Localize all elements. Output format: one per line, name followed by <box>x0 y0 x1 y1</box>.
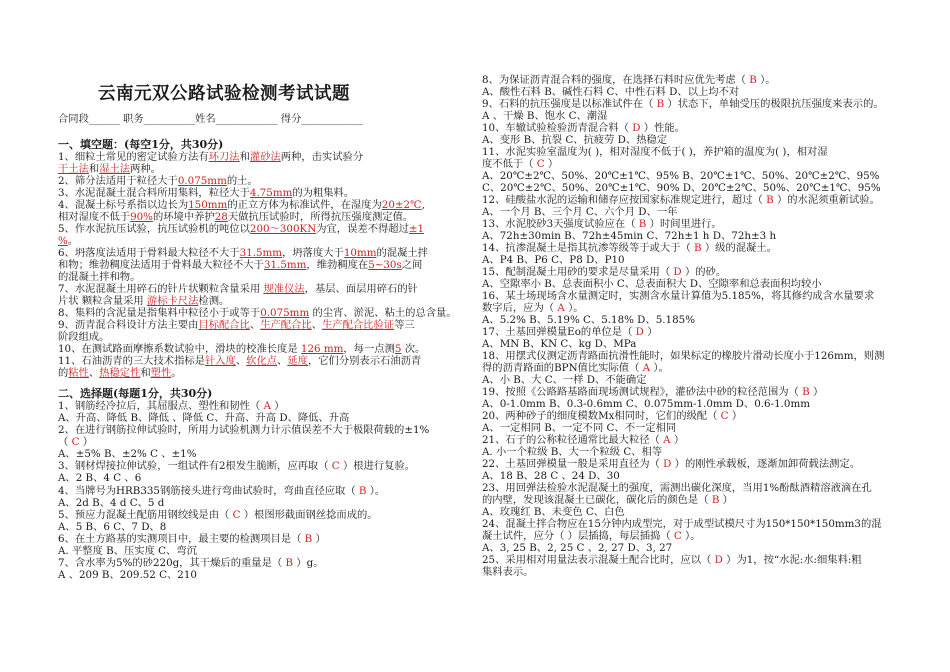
question-text: ）时间里进行。 <box>646 218 722 230</box>
question-text: 16、某土场现场含水量测定时，实测含水量计算值为5.185%，将其修约成含水量要求 <box>482 290 875 302</box>
question-text: 相对湿度不低于 <box>58 211 131 223</box>
question-text: 25、采用相对用量法表示混凝土配合比时，应以（ <box>482 554 715 566</box>
answer-choice: B <box>638 218 647 230</box>
section-heading: 一、填空题：(每空1分，共30分) <box>58 138 224 151</box>
question-text: 10、在测试路面摩擦系数试验中，滑块的校准长度是 <box>58 343 301 355</box>
question-text: A、5.2% B、5.19% C、5.18% D、5.185% <box>482 314 695 326</box>
question-text: A、变形 B、抗裂 C、抗疲劳 D、热稳定 <box>482 134 668 146</box>
text-line <box>482 566 533 578</box>
question-text: 的正立方体为标准试件，在湿度为 <box>227 199 382 211</box>
text-line <box>58 211 413 223</box>
question-text: A 、209 B、209.52 C、210 <box>58 569 197 581</box>
answer-text: 5~30s <box>368 259 402 271</box>
text-line <box>58 533 326 545</box>
answer-choice: D <box>673 266 682 278</box>
question-text: 片状 颗粒含量采用 <box>58 295 147 307</box>
text-line <box>482 446 662 458</box>
text-line <box>482 290 874 302</box>
text-line <box>58 388 212 400</box>
question-text: ，它们分别表示石油沥青 <box>307 355 422 367</box>
answer-choice: D <box>663 458 672 470</box>
answer-text: 目标配合比 <box>198 319 250 331</box>
text-line <box>58 271 140 283</box>
question-text: 的 <box>58 367 69 379</box>
question-text: 13、水泥胶砂3天强度试验应在（ <box>482 218 639 230</box>
text-line <box>58 521 166 533</box>
answer-choice: B <box>711 494 720 506</box>
text-line <box>58 509 378 521</box>
text-line <box>58 472 141 484</box>
text-line <box>482 314 695 326</box>
answer-choice: A <box>557 302 565 314</box>
answer-choice: C <box>71 436 80 448</box>
question-text: 的混凝土拌 <box>376 247 428 259</box>
section-heading: 二、选择题(每题1分，共30分) <box>58 387 213 400</box>
question-text: ） <box>544 158 559 170</box>
answer-text: 生产配合比验证 <box>321 319 395 331</box>
question-text: 、 <box>311 319 322 331</box>
text-line <box>482 218 722 230</box>
text-line <box>482 170 879 182</box>
question-text: A、18 B、28 C 、24 D、30 <box>482 470 620 482</box>
text-line <box>482 518 882 530</box>
text-line <box>58 485 385 497</box>
question-text: 度不低于（ <box>482 158 537 170</box>
question-text: 。 <box>67 235 79 247</box>
text-line <box>482 194 880 206</box>
text-line <box>58 497 164 509</box>
text-line <box>58 307 457 319</box>
question-text: ）的砂。 <box>681 266 727 278</box>
question-text: A、±5% B、±2% C 、±1% <box>58 448 197 460</box>
text-line <box>482 470 620 482</box>
question-text: 3、钢材焊接拉伸试验，一组试件有2根发生脆断，应再取（ <box>58 460 332 472</box>
answer-choice: C <box>536 158 545 170</box>
question-text: ）性能。 <box>640 122 685 134</box>
question-text: 11、水泥实验室温度为( )，相对湿度不低于( )，养护箱的温度为( )，相对湿 <box>482 146 828 158</box>
question-text: ） <box>809 386 824 398</box>
answer-text: 31.5mm <box>263 259 307 271</box>
question-text: 的内壁，发现该混凝土已碳化，碳化后的颜色是（ <box>482 494 712 506</box>
question-text: 和物；维勃稠度法适用于骨料最大粒径不大于 <box>58 259 264 271</box>
answer-text: 5 <box>394 343 402 355</box>
text-line <box>58 151 363 163</box>
text-line <box>58 569 197 581</box>
question-text: A、2d B、4 d C、5 d <box>58 497 165 509</box>
text-line <box>482 494 733 506</box>
answer-text: 环刀法 <box>208 151 240 163</box>
question-text: A、一定相同 B、一定不同 C、不一定相同 <box>482 422 677 434</box>
question-text: ） <box>643 326 658 338</box>
answer-text: 干土法 <box>58 163 89 175</box>
question-text: 集料表示。 <box>482 566 534 578</box>
right-column <box>482 0 902 672</box>
question-text: （ <box>58 436 72 448</box>
text-line <box>482 458 860 470</box>
question-text: A. 小一个粒级 B、大一个粒级 C、相等 <box>482 446 663 458</box>
question-text: 之间 <box>401 259 423 271</box>
answer-choice: D <box>635 326 644 338</box>
question-text: 等三 <box>394 319 415 331</box>
question-text: A 、干燥 B、饱水 C、潮湿 <box>482 110 608 122</box>
text-line <box>482 386 823 398</box>
question-text: A、2 B、4 C 、6 <box>58 472 142 484</box>
question-text: ）。 <box>564 302 584 314</box>
question-text: ） <box>670 434 685 446</box>
text-line <box>58 557 324 569</box>
question-text: 、 <box>88 367 100 379</box>
question-text: ）。 <box>681 530 701 542</box>
question-text: 23、用回弹法检验水泥混凝土的强度，需测出碳化深度，当用1%酚酞酒精溶液滴在孔 <box>482 482 872 494</box>
question-text: 的混凝土拌和物。 <box>58 271 141 283</box>
question-text: 12、硅酸盐水泥的运输和储存应按国家标准规定进行，超过（ <box>482 194 767 206</box>
text-line <box>482 410 742 422</box>
question-text: 7、含水率为5%的砂220g，其干燥后的重量是（ <box>58 557 286 569</box>
question-text: ）的水泥须重新试验。 <box>773 194 880 206</box>
text-line <box>58 319 415 331</box>
question-text: 6、坍落度法适用于骨料最大粒径不大于 <box>58 247 240 259</box>
answer-text: 150mm <box>188 199 228 211</box>
text-line <box>482 338 636 350</box>
question-text: 24、混凝土拌合物应在15分钟内成型完，对于成型试模尺寸为150*150*150mm3的混 <box>482 518 882 530</box>
text-line <box>58 223 424 235</box>
text-line <box>482 422 676 434</box>
answer-text: 0.075mm <box>260 307 310 319</box>
answer-choice: B <box>766 194 774 206</box>
text-line <box>58 199 425 211</box>
question-text: C、20℃±2℃、50%、20℃±1℃、90% D、20℃±2℃、50%、20℃±1℃、95% <box>482 182 881 194</box>
text-line <box>58 295 229 307</box>
text-line <box>482 482 872 494</box>
answer-text: 200～300KN <box>249 223 317 235</box>
text-line <box>58 259 422 271</box>
text-line <box>482 158 558 170</box>
text-line <box>58 343 425 355</box>
text-line <box>58 283 418 295</box>
question-text: A、3, 25 B、2, 25 C 、2, 27 D、3, 27 <box>482 542 673 554</box>
text-line <box>58 175 258 187</box>
text-line <box>482 134 667 146</box>
question-text: 8、为保证沥青混合料的强度，在选择石料时应优先考虑（ <box>482 74 750 86</box>
text-line <box>58 412 349 424</box>
text-line <box>482 398 810 410</box>
text-line <box>482 122 685 134</box>
text-line <box>58 187 354 199</box>
question-text: 9、石料的抗压强度是以标准试件在（ <box>482 98 657 110</box>
text-line <box>482 266 726 278</box>
question-text: 数字后，应为（ <box>482 302 558 314</box>
question-text: ） <box>728 410 743 422</box>
question-text: 阶段组成。 <box>58 331 110 343</box>
text-line <box>482 530 701 542</box>
text-line <box>482 98 884 110</box>
answer-text: ±1 <box>408 223 425 235</box>
text-line <box>482 542 672 554</box>
answer-text: 90% <box>130 211 153 223</box>
question-text: A、升高、降低 B、降低 、降低 C、升高、升高 D、降低、升高 <box>58 412 350 424</box>
answer-choice: C <box>673 530 682 542</box>
text-line <box>482 506 625 518</box>
question-text: 得的沥青路面的BPN值比实际值（ <box>482 362 643 374</box>
question-text: 、 <box>235 355 247 367</box>
answer-text: % <box>58 235 68 247</box>
text-line <box>58 424 429 436</box>
question-text: A、小 B、大 C、一样 D、不能确定 <box>482 374 647 386</box>
text-line <box>482 374 647 386</box>
question-text: 1、钢筋经冷拉后，其屈服点、塑性和韧性（ <box>58 400 264 412</box>
text-line <box>482 254 625 266</box>
answer-choice: B <box>285 557 294 569</box>
question-text: 22、土基回弹模量一般是采用直径为（ <box>482 458 664 470</box>
question-text: ） <box>719 494 733 506</box>
text-line <box>58 235 78 247</box>
text-line <box>482 230 776 242</box>
question-text: 检测。 <box>198 295 230 307</box>
question-text: ）。 <box>366 485 386 497</box>
text-line <box>482 242 777 254</box>
answer-text: 湿土法 <box>99 163 131 175</box>
question-text: 、 <box>249 319 261 331</box>
question-text: A、0-1.0mm B、0.3-0.6mm C、0.075mm-1.0mm D、0.6-1.0mm <box>482 398 810 410</box>
question-text: A、72h±30min B、72h±45min C、72h±1 h D、72h±3 h <box>482 230 777 242</box>
question-text: 5、预应力混凝土配筋用钢绞线是由（ <box>58 509 233 521</box>
text-line <box>58 367 182 379</box>
text-line <box>58 436 93 448</box>
question-text: 8、集料的含泥量是指集料中粒径小于或等于 <box>58 307 261 319</box>
question-text: ） <box>79 436 94 448</box>
question-text: 的土。 <box>226 175 258 187</box>
question-text: ，坍落度大于 <box>282 247 344 259</box>
answer-choice: A <box>642 362 651 374</box>
answer-text: 游标卡尺法 <box>146 295 199 307</box>
text-line <box>482 206 677 218</box>
question-text: A、MN B、KN C、kg D、MPa <box>482 338 637 350</box>
question-text: 两种，击实试验分 <box>280 151 364 163</box>
question-text: 5、作水泥抗压试验，抗压试验机的吨位以 <box>58 223 250 235</box>
question-text: 、 <box>277 355 288 367</box>
question-text: 的环境中养护 <box>152 211 215 223</box>
text-line <box>482 86 739 98</box>
answer-text: 针入度 <box>204 355 236 367</box>
header-fields: 合同段______ 职务__________姓名____________ 得分____________ <box>58 113 364 125</box>
answer-text: 粘性 <box>68 367 89 379</box>
question-text: ）的刚性承载板，逐渐加卸荷载法测定。 <box>671 458 861 470</box>
answer-choice: C <box>232 509 241 521</box>
question-text: A、一个月 B、三个月 C、六个月 D、一年 <box>482 206 678 218</box>
question-text: 1、细粒土常见的密定试验方法有 <box>58 151 209 163</box>
question-text: ）为1，按“水泥:水:细集料:粗 <box>722 554 862 566</box>
question-text: 17、土基回弹模量Eo的单位是（ <box>482 326 636 338</box>
answer-choice: B <box>749 74 757 86</box>
question-text: ）根进行复验。 <box>339 460 416 472</box>
question-text: 凝土试件，应分（ ）层插捣，每层插捣（ <box>482 530 674 542</box>
answer-choice: B <box>656 98 665 110</box>
answer-choice: D <box>632 122 641 134</box>
question-text: A、P4 B、P6 C、P8 D、P10 <box>482 254 625 266</box>
question-text: ）状态下，单轴受压的极限抗压强度来表示的。 <box>664 98 884 110</box>
answer-choice: C <box>720 410 729 422</box>
question-text: 9、沥青混合料设计方法主要由 <box>58 319 199 331</box>
text-line <box>58 331 109 343</box>
text-line <box>482 554 862 566</box>
answer-text: 热稳定性 <box>99 367 141 379</box>
question-text: 7、水泥混凝土用碎石的针片状颗粒含量采用 <box>58 283 264 295</box>
answer-choice: A <box>263 400 271 412</box>
text-line <box>482 326 658 338</box>
text-line <box>58 247 428 259</box>
question-text: 11、石油沥青的三大技术指标是 <box>58 355 205 367</box>
question-text: 15、配制混凝土用砂的要求是尽量采用（ <box>482 266 674 278</box>
text-line <box>58 139 223 151</box>
answer-text: 0.075mm <box>177 175 227 187</box>
text-line <box>58 448 196 460</box>
answer-text: 20±2℃ <box>381 199 422 211</box>
text-line <box>482 302 584 314</box>
answer-text: 塑性 <box>150 367 172 379</box>
question-text: ） <box>270 400 285 412</box>
text-line <box>58 400 284 412</box>
question-text: ）。 <box>756 74 776 86</box>
answer-text: 灌砂法 <box>249 151 281 163</box>
answer-choice: B <box>304 533 313 545</box>
text-line <box>482 350 884 362</box>
question-text: 2、在进行钢筋拉伸试验时，所用力试验机测力计示值误差不大于极限荷载的±1% <box>58 424 430 436</box>
question-text: 和 <box>239 151 250 163</box>
answer-text: 延度 <box>287 355 308 367</box>
question-text: 4、混凝土标号系指以边长为 <box>58 199 189 211</box>
question-text: 两种。 <box>130 163 161 175</box>
answer-text: 10mm <box>343 247 377 259</box>
text-line <box>482 74 776 86</box>
answer-choice: B <box>802 386 810 398</box>
question-text: A、空隙率小 B、总表面积小 C、总表面积大 D、空隙率和总表面积均较小 <box>482 278 822 290</box>
question-text: 和 <box>88 163 100 175</box>
text-line <box>482 110 607 122</box>
answer-text: 规准仪法 <box>263 283 305 295</box>
answer-text: 31.5mm <box>239 247 283 259</box>
question-text: A. 平整度 B、压实度 C、弯沉 <box>58 545 197 557</box>
question-text: 21、石子的公称粒径通常比最大粒径（ <box>482 434 664 446</box>
question-text: 和 <box>140 367 151 379</box>
question-text: ，维勃稠度在 <box>306 259 369 271</box>
question-text: ）g。 <box>293 557 324 569</box>
question-text: A、玫瑰红 B、未变色 C、白色 <box>482 506 625 518</box>
question-text: 3、水泥混凝土混合料所用集料，粒径大于 <box>58 187 250 199</box>
question-text: A、20℃±2℃、50%、20℃±1℃、95% B、20℃±1℃、50%、20℃±2℃、95% <box>482 170 880 182</box>
answer-choice: C <box>331 460 340 472</box>
question-text: 2、筛分法适用于粒径大于 <box>58 175 178 187</box>
question-text: 10、车辙试验检验沥青混合料（ <box>482 122 633 134</box>
text-line <box>482 362 669 374</box>
question-text: 天做抗压试验时，所得抗压强度测定值。 <box>227 211 414 223</box>
question-text: 次。 <box>401 343 426 355</box>
text-line <box>482 146 828 158</box>
text-line <box>482 182 881 194</box>
question-text: 18、用摆式仪测定沥青路面抗滑性能时，如果标定的橡胶片滑动长度小于126mm，则测 <box>482 350 885 362</box>
text-line <box>58 460 415 472</box>
question-text: 19、按照《公路路基路面现场测试规程》，灌砂法中砂的粒径范围为（ <box>482 386 803 398</box>
answer-text: 126 mm <box>300 343 344 355</box>
left-column <box>58 0 468 672</box>
answer-choice: B <box>358 485 367 497</box>
question-text: 的尘宵、淤泥、粘土的总含量。 <box>309 307 457 319</box>
question-text: ） <box>312 533 326 545</box>
answer-text: 软化点 <box>246 355 278 367</box>
question-text: , <box>421 199 425 211</box>
question-text: 6、在土方路基的实测项目中，最主要的检测项目是（ <box>58 533 305 545</box>
text-line <box>58 355 421 367</box>
text-line <box>482 434 684 446</box>
answer-choice: D <box>714 554 723 566</box>
text-line <box>58 545 197 557</box>
question-text: ，基层、面层用碎石的针 <box>304 283 418 295</box>
question-text: 4、当牌号为HRB335钢筋接头进行弯曲试验时，弯曲直径应取（ <box>58 485 359 497</box>
answer-choice: A <box>663 434 671 446</box>
answer-text: 28 <box>214 211 228 223</box>
answer-text: 4.75mm <box>249 187 293 199</box>
question-text: 14、抗渗混凝土是指其抗渗等级等于或大于（ <box>482 242 695 254</box>
question-text: 的为粗集料。 <box>292 187 355 199</box>
question-text: ）级的混凝土。 <box>701 242 777 254</box>
text-line <box>58 163 161 175</box>
question-text: ，每一点测 <box>343 343 395 355</box>
question-text: ）。 <box>650 362 669 374</box>
question-text: 。 <box>171 367 182 379</box>
text-line <box>482 278 822 290</box>
question-text: 20、两种砂子的细度模数Mx相同时，它们的级配（ <box>482 410 721 422</box>
answer-choice: B <box>694 242 702 254</box>
question-text: A、酸性石料 B、碱性石料 C、中性石料 D、以上均不对 <box>482 86 740 98</box>
question-text: 为宜，误差不得超过 <box>316 223 409 235</box>
page-title: 云南元双公路试验检测考试试题 <box>98 84 350 104</box>
question-text: ）根图形截面钢丝捻而成的。 <box>240 509 378 521</box>
question-text: A、5 B、6 C、7 D、8 <box>58 521 167 533</box>
answer-text: 生产配合比 <box>260 319 312 331</box>
